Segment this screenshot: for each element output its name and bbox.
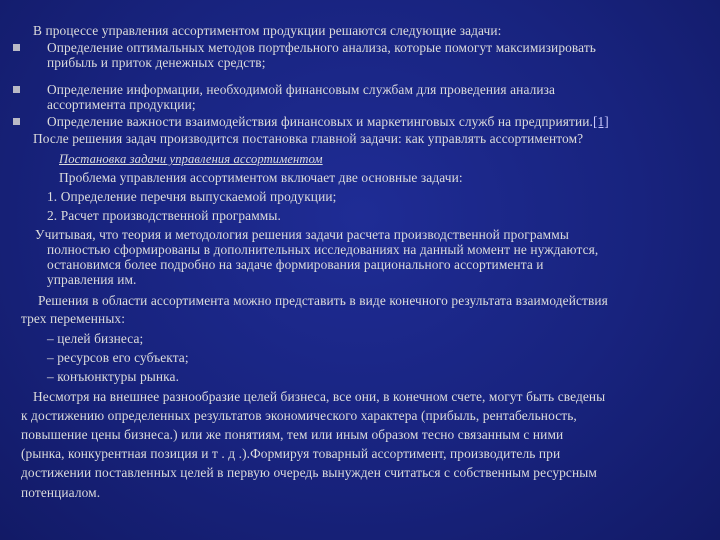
problem-text: Проблема управления ассортиментом включает две основные задачи: bbox=[59, 170, 463, 185]
para1-line-2: полностью сформированы в дополнительных исследованиях на данный момент не нуждаются, bbox=[47, 242, 599, 257]
para3-line-6: потенциалом. bbox=[21, 485, 101, 500]
var-item-1: – целей бизнеса; bbox=[47, 331, 144, 346]
task-item-1: 1. Определение перечня выпускаемой продукции; bbox=[47, 189, 337, 204]
square-bullet-icon bbox=[13, 118, 20, 125]
para3-line-5: достижении поставленных целей в первую очередь вынужден считаться с собственным ресурсным bbox=[21, 465, 597, 480]
bullet-1-line-1: Определение оптимальных методов портфельного анализа, которые помогут максимизировать bbox=[47, 40, 597, 55]
para3-line-2: к достижению определенных результатов экономического характера (прибыль, рентабельность, bbox=[21, 408, 577, 423]
para2-line-2: трех переменных: bbox=[21, 311, 126, 326]
bullet-2-line-1: Определение информации, необходимой финансовым службам для проведения анализа bbox=[47, 82, 556, 97]
bullet-2-line-2: ассортимента продукции; bbox=[47, 97, 196, 112]
para3-line-4: (рынка, конкурентная позиция и т . д .).Формируя товарный ассортимент, производитель при bbox=[21, 446, 561, 461]
intro-text: В процессе управления ассортиментом продукции решаются следующие задачи: bbox=[33, 23, 502, 38]
para2-line-1: Решения в области ассортимента можно представить в виде конечного результата взаимодействия bbox=[38, 293, 608, 308]
bullet-3-line-1 bbox=[47, 114, 609, 129]
after-tasks-text: После решения задач производится постановка главной задачи: как управлять ассортиментом? bbox=[33, 131, 584, 146]
bullet-1-line-2: прибыль и приток денежных средств; bbox=[47, 55, 266, 70]
var-item-2: – ресурсов его субъекта; bbox=[47, 350, 189, 365]
para1-line-4: управления им. bbox=[47, 272, 137, 287]
bullet-3-text: Определение важности взаимодействия финансовых и маркетинговых служб на предприятии. bbox=[47, 114, 593, 129]
task-item-2: 2. Расчет производственной программы. bbox=[47, 208, 281, 223]
var-item-3: – конъюнктуры рынка. bbox=[47, 369, 180, 384]
para3-line-1: Несмотря на внешнее разнообразие целей бизнеса, все они, в конечном счете, могут быть сведены bbox=[33, 389, 606, 404]
section-heading: Постановка задачи управления ассортиментом bbox=[59, 152, 323, 166]
reference-link[interactable]: [1] bbox=[592, 114, 609, 129]
para3-line-3: повышение цены бизнеса.) или же понятиям, тем или иным образом тесно связанным с ними bbox=[21, 427, 564, 442]
para1-line-1: Учитывая, что теория и методология решения задачи расчета производственной программы bbox=[35, 227, 569, 242]
para1-line-3: остановимся более подробно на задаче формирования рационального ассортимента и bbox=[47, 257, 544, 272]
square-bullet-icon bbox=[13, 86, 20, 93]
square-bullet-icon bbox=[13, 44, 20, 51]
